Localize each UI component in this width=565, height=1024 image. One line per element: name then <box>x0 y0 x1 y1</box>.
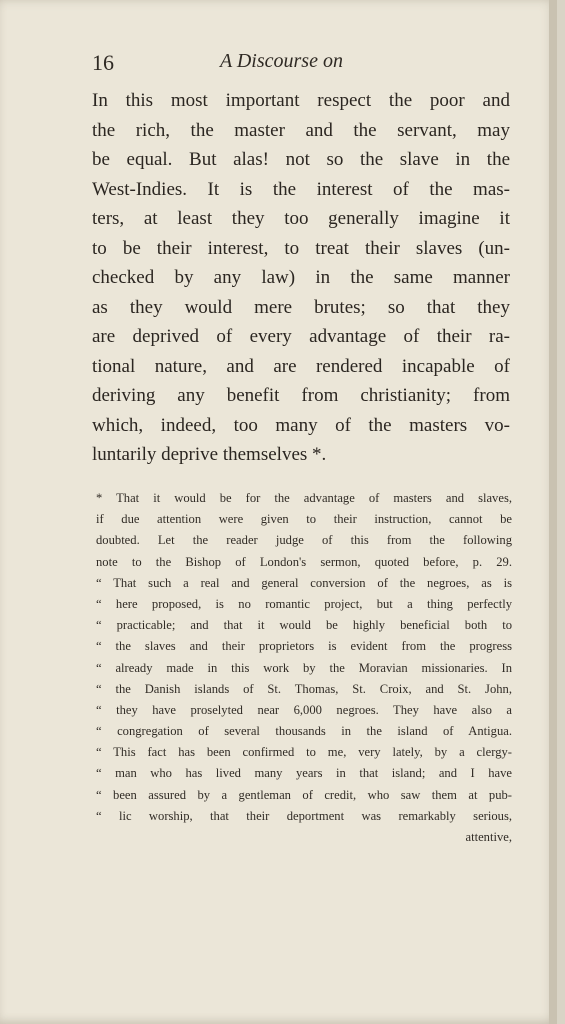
footnote-line: if due attention were given to their instruction, cannot be <box>96 512 512 527</box>
body-line: which, indeed, too many of the masters vo- <box>92 414 510 436</box>
body-line: deriving any benefit from christianity; from <box>92 385 510 406</box>
body-line: West-Indies. It is the interest of the mas- <box>92 178 510 200</box>
body-line: In this most important respect the poor and <box>92 90 510 111</box>
body-line: be equal. But alas! not so the slave in the <box>92 149 510 170</box>
footnote-line: “ That such a real and general conversion of the negroes, as is <box>96 575 512 590</box>
page-number: 16 <box>92 50 114 75</box>
catchword: attentive, <box>465 830 512 844</box>
footnote-line: “ practicable; and that it would be highly beneficial both to <box>96 618 512 633</box>
footnote-line: note to the Bishop of London's sermon, quoted before, p. 29. <box>96 554 512 569</box>
page-edge <box>549 0 557 1024</box>
footnote-line: “ This fact has been confirmed to me, very lately, by a clergy- <box>96 745 512 760</box>
body-line: luntarily deprive themselves *. <box>92 444 327 465</box>
footnote-line: “ lic worship, that their deportment was remarkably serious, <box>96 808 512 823</box>
body-line: tional nature, and are rendered incapable of <box>92 355 510 377</box>
footnote-line: “ been assured by a gentleman of credit, who saw them at pub- <box>96 787 512 802</box>
body-line: as they would mere brutes; so that they <box>92 296 510 318</box>
footnote-line: “ congregation of several thousands in the island of Antigua. <box>96 724 512 739</box>
footnote-line: doubted. Let the reader judge of this from the following <box>96 533 512 548</box>
footnote-line: “ already made in this work by the Moravian missionaries. In <box>96 660 512 675</box>
footnote-line: “ the Danish islands of St. Thomas, St. Croix, and St. John, <box>96 681 512 696</box>
footnote-line: “ the slaves and their proprietors is evident from the progress <box>96 639 512 654</box>
body-line: the rich, the master and the servant, may <box>92 119 510 141</box>
body-line: to be their interest, to treat their slaves (un- <box>92 237 510 259</box>
footnote-line: “ man who has lived many years in that island; and I have <box>96 766 512 781</box>
running-head: A Discourse on <box>220 50 343 72</box>
body-line: ters, at least they too generally imagine it <box>92 208 510 229</box>
footnote-line: “ here proposed, is no romantic project, but a thing perfectly <box>96 596 512 611</box>
page-header <box>92 50 512 76</box>
body-line: are deprived of every advantage of their ra- <box>92 326 510 347</box>
body-line: checked by any law) in the same manner <box>92 267 510 288</box>
footnote-line: * That it would be for the advantage of masters and slaves, <box>96 491 512 505</box>
footnote <box>96 488 512 848</box>
footnote-line: “ they have proselyted near 6,000 negroes. They have also a <box>96 702 512 717</box>
body-text <box>92 86 510 470</box>
